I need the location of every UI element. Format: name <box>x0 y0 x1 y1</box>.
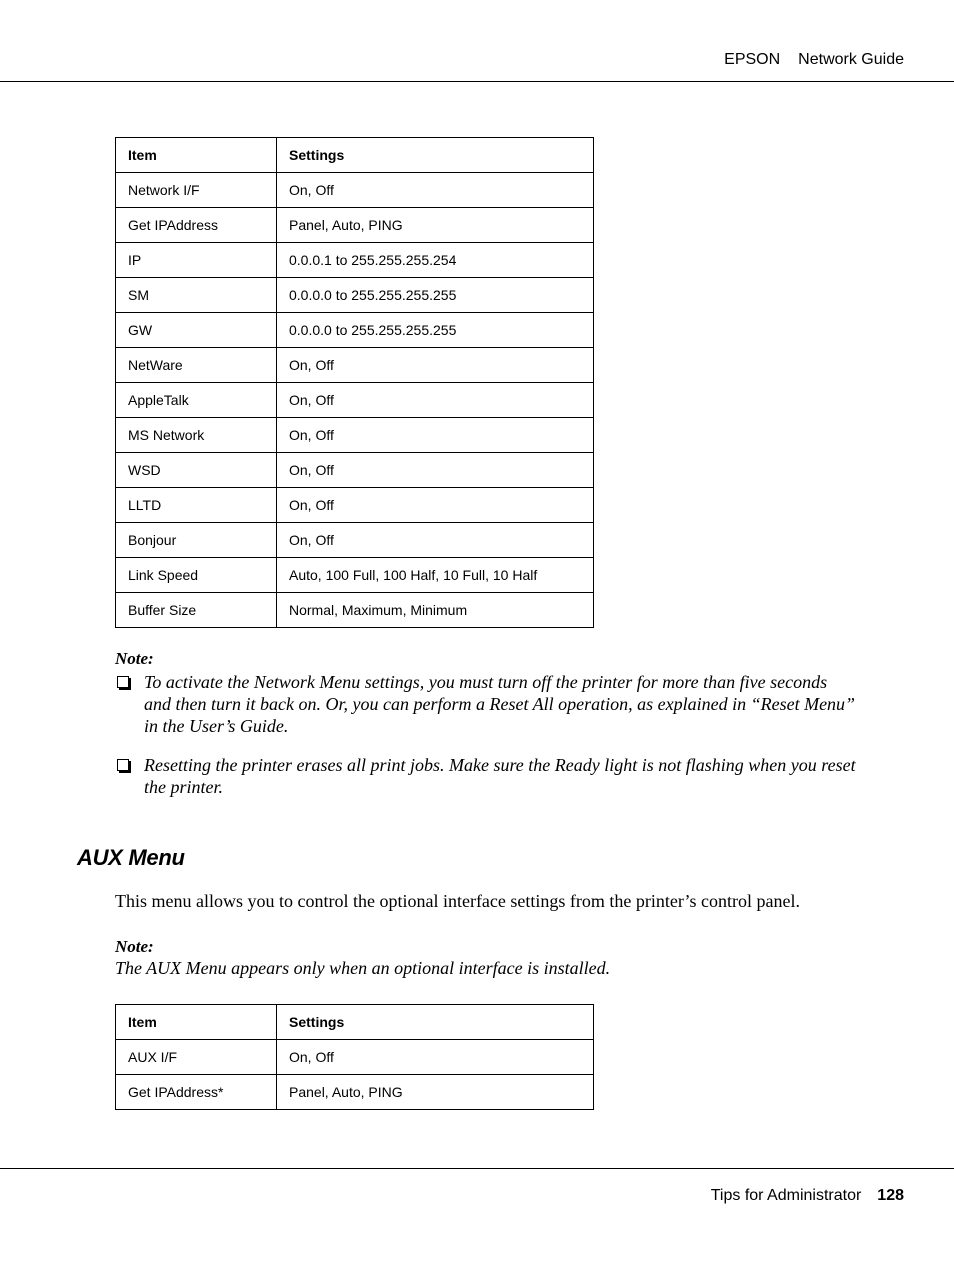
checkbox-bullet-icon <box>117 676 129 688</box>
table-row <box>116 383 594 418</box>
aux-settings-table <box>115 1004 594 1110</box>
cell-settings: Normal, Maximum, Minimum <box>277 593 594 628</box>
page-number: 128 <box>877 1187 904 1204</box>
cell-settings: 0.0.0.0 to 255.255.255.255 <box>277 313 594 348</box>
table-row <box>116 208 594 243</box>
table-row <box>116 173 594 208</box>
column-header-item: Item <box>116 1005 277 1040</box>
header-brand: EPSON <box>724 51 781 68</box>
cell-item: GW <box>116 313 277 348</box>
note-text: The AUX Menu appears only when an optional interface is installed. <box>115 958 611 978</box>
cell-settings: 0.0.0.1 to 255.255.255.254 <box>277 243 594 278</box>
cell-item: Bonjour <box>116 523 277 558</box>
cell-item: AUX I/F <box>116 1040 277 1075</box>
cell-settings: On, Off <box>277 173 594 208</box>
cell-settings: Panel, Auto, PING <box>277 208 594 243</box>
network-settings-table <box>115 137 594 628</box>
column-header-settings: Settings <box>277 138 594 173</box>
footer-text <box>711 1187 904 1205</box>
cell-item: MS Network <box>116 418 277 453</box>
table-row <box>116 313 594 348</box>
bullet-line: in the User’s Guide. <box>144 716 289 736</box>
column-header-item: Item <box>116 138 277 173</box>
table-row <box>116 593 594 628</box>
table-row <box>116 243 594 278</box>
note-label: Note: <box>115 649 154 668</box>
cell-item: WSD <box>116 453 277 488</box>
table-row <box>116 1075 594 1110</box>
cell-item: SM <box>116 278 277 313</box>
cell-settings: On, Off <box>277 1040 594 1075</box>
cell-settings: On, Off <box>277 488 594 523</box>
section-body-text: This menu allows you to control the optional interface settings from the printer’s control panel. <box>115 891 801 911</box>
table-row <box>116 348 594 383</box>
table-row <box>116 523 594 558</box>
cell-settings: Panel, Auto, PING <box>277 1075 594 1110</box>
table-row <box>116 1040 594 1075</box>
bullet-line: the printer. <box>144 777 223 797</box>
page-footer <box>0 1168 954 1169</box>
table-header-row <box>116 138 594 173</box>
header-title: Network Guide <box>798 51 904 68</box>
footer-section: Tips for Administrator <box>710 1187 862 1204</box>
section-heading: AUX Menu <box>77 845 185 870</box>
table-row <box>116 278 594 313</box>
cell-settings: On, Off <box>277 453 594 488</box>
cell-item: AppleTalk <box>116 383 277 418</box>
cell-item: Buffer Size <box>116 593 277 628</box>
table-row <box>116 558 594 593</box>
cell-item: Link Speed <box>116 558 277 593</box>
cell-settings: On, Off <box>277 348 594 383</box>
table-row <box>116 488 594 523</box>
cell-item: LLTD <box>116 488 277 523</box>
bullet-line: To activate the Network Menu settings, you must turn off the printer for more than five seconds <box>144 672 828 692</box>
cell-item: Get IPAddress* <box>116 1075 277 1110</box>
table-header-row <box>116 1005 594 1040</box>
cell-item: Get IPAddress <box>116 208 277 243</box>
cell-settings: On, Off <box>277 523 594 558</box>
page-header <box>0 0 954 82</box>
cell-item: NetWare <box>116 348 277 383</box>
column-header-settings: Settings <box>277 1005 594 1040</box>
cell-settings: 0.0.0.0 to 255.255.255.255 <box>277 278 594 313</box>
note-bullet <box>115 754 885 798</box>
table-row <box>116 418 594 453</box>
note-bullet <box>115 671 885 737</box>
table-row <box>116 453 594 488</box>
cell-settings: Auto, 100 Full, 100 Half, 10 Full, 10 Half <box>277 558 594 593</box>
checkbox-bullet-icon <box>117 759 129 771</box>
bullet-line: Resetting the printer erases all print jobs. Make sure the Ready light is not flashing when you reset <box>144 755 856 775</box>
cell-item: IP <box>116 243 277 278</box>
note-label: Note: <box>115 937 154 956</box>
cell-settings: On, Off <box>277 418 594 453</box>
header-text <box>724 51 904 69</box>
cell-item: Network I/F <box>116 173 277 208</box>
bullet-line: and then turn it back on. Or, you can perform a Reset All operation, as explained in “Reset Menu” <box>144 694 856 714</box>
cell-settings: On, Off <box>277 383 594 418</box>
